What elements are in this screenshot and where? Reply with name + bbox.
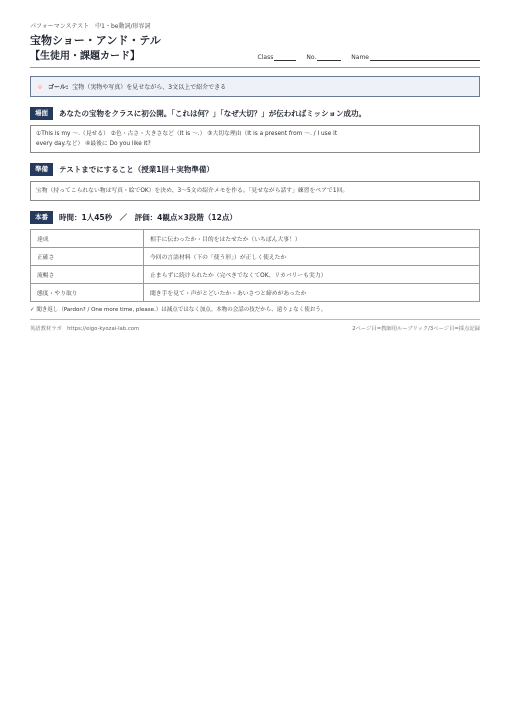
criterion-cell: 流暢さ	[31, 266, 144, 284]
subtitle-row	[30, 48, 480, 62]
table-row	[31, 284, 480, 302]
table-row	[31, 230, 480, 248]
scene-line-1: ①This is my ～.（見せる） ②色・古さ・大きさなど（It is ～.） ③大切な理由（It is a present from ～. / I use it	[36, 131, 337, 137]
rubric-note: ✓ 聞き返し（Pardon? / One more time, please.）は減点ではなく加点。本物の会話の技だから、遠りょなく使おう。	[30, 307, 327, 313]
header-divider	[30, 67, 480, 68]
goal-box	[30, 76, 480, 97]
goal-text: 宝物（実物や写真）を見せながら、3文以上で紹介できる	[72, 84, 227, 91]
criterion-cell: 正確さ	[31, 248, 144, 266]
prep-text: 宝物（持ってこられない物は写真・絵でOK）を決め、3～5文の紹介メモを作る。「見せながら話す」練習をペアで1回。	[36, 188, 349, 194]
number-field[interactable]: No.	[306, 53, 341, 61]
prep-title: テストまでにすること（授業1回＋実物準備）	[59, 165, 214, 174]
scene-box	[30, 125, 480, 153]
scene-tag: 場面	[30, 107, 53, 120]
footer	[30, 324, 480, 332]
student-fields	[258, 53, 480, 62]
description-cell: 止まらずに続けられたか（完ぺきでなくてOK、リカバリーも実力）	[144, 266, 480, 284]
page-title: 宝物ショー・アンド・テル	[30, 34, 161, 47]
header-meta: パフォーマンステスト 中1・be動詞/形容詞	[30, 23, 151, 30]
prep-tag: 準備	[30, 163, 53, 176]
footer-source: 英語教材ラボ https://eigo-kyozai-lab.com	[30, 326, 140, 332]
description-cell: 聞き手を見て・声がとどいたか・あいさつと締めがあったか	[144, 284, 480, 302]
page-subtitle: 【生徒用・課題カード】	[30, 51, 140, 62]
prep-box	[30, 181, 480, 201]
description-cell: 今回の言語材料（下の「使う形」）が正しく使えたか	[144, 248, 480, 266]
main-section-header	[30, 211, 480, 224]
name-field[interactable]: Name	[351, 53, 480, 61]
goal-label: ゴール:	[48, 84, 69, 91]
worksheet-page	[30, 22, 480, 332]
footer-page-info: 2ページ目=教師用ルーブリック/3ページ目=採点記録	[352, 326, 480, 332]
scene-title: あなたの宝物をクラスに初公開。「これは何？」「なぜ大切？」が伝わればミッション成功。	[59, 109, 366, 118]
footer-divider	[30, 319, 480, 320]
table-row	[31, 248, 480, 266]
main-tag: 本番	[30, 211, 53, 224]
target-icon	[37, 84, 43, 90]
scene-line-2: every day.など） ④最後に Do you like it?	[36, 141, 151, 147]
criterion-cell: 態度・やり取り	[31, 284, 144, 302]
table-row	[31, 266, 480, 284]
description-cell: 相手に伝わったか・目的をはたせたか（いちばん大事！）	[144, 230, 480, 248]
class-field[interactable]: Class	[258, 53, 297, 61]
prep-section-header	[30, 163, 480, 176]
main-title: 時間：1人45秒 ／ 評価：4観点×3段階（12点）	[59, 213, 237, 222]
rubric-table	[30, 229, 480, 302]
criterion-cell: 達成	[31, 230, 144, 248]
scene-section-header	[30, 107, 480, 120]
